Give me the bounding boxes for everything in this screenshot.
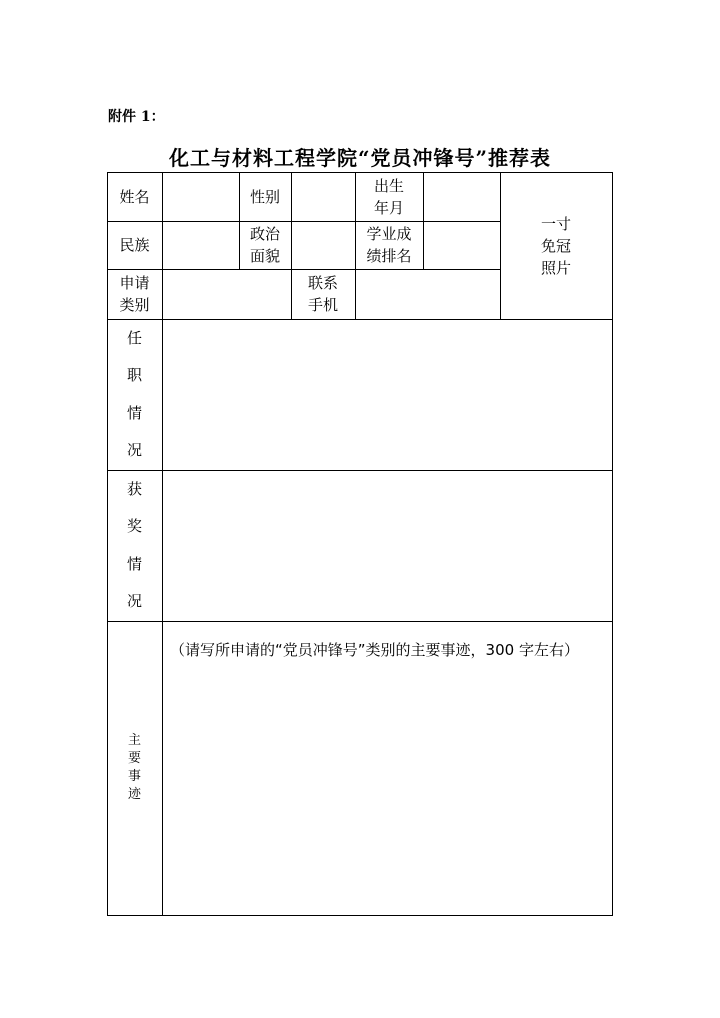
awards-input-cell[interactable] xyxy=(162,470,613,622)
awards-label-char: 情 xyxy=(126,554,142,573)
political-label: 政治 面貌 xyxy=(249,225,280,265)
awards-label-char: 获 xyxy=(126,479,142,498)
deeds-label-char: 迹 xyxy=(127,787,141,802)
photo-label: 一寸 免冠 照片 xyxy=(540,214,571,277)
name-label-cell xyxy=(107,172,163,222)
awards-label-cell xyxy=(107,470,163,622)
category-label: 申请 类别 xyxy=(119,274,150,314)
positions-label-char: 况 xyxy=(126,441,142,459)
birth-label: 出生 年月 xyxy=(373,176,404,217)
phone-input-cell[interactable] xyxy=(355,269,501,320)
category-label-cell xyxy=(107,269,163,320)
academic-rank-label-cell xyxy=(355,221,424,270)
birth-label-cell xyxy=(355,172,424,222)
academic-rank-input-cell[interactable] xyxy=(423,221,501,270)
deeds-label-char: 事 xyxy=(127,769,141,784)
positions-label-char: 任 xyxy=(126,328,142,347)
deeds-label-char: 要 xyxy=(127,751,141,766)
positions-label-char: 情 xyxy=(126,403,142,422)
positions-label-char: 职 xyxy=(126,366,142,384)
ethnicity-input-cell[interactable] xyxy=(162,221,240,270)
deeds-label-char: 主 xyxy=(127,733,141,748)
ethnicity-label-cell xyxy=(107,221,163,270)
gender-label-cell xyxy=(239,172,292,222)
political-label-cell xyxy=(239,221,292,270)
awards-label-char: 奖 xyxy=(126,517,142,535)
name-label: 姓名 xyxy=(119,187,150,206)
positions-input-cell[interactable] xyxy=(162,319,613,471)
phone-label: 联系 手机 xyxy=(307,274,338,314)
gender-label: 性别 xyxy=(249,187,280,206)
attachment-label: 附件 1： xyxy=(108,109,165,125)
deeds-label-cell xyxy=(107,621,163,916)
birth-input-cell[interactable] xyxy=(423,172,501,222)
gender-input-cell[interactable] xyxy=(291,172,356,222)
awards-label-char: 况 xyxy=(126,592,142,610)
phone-label-cell xyxy=(291,269,356,320)
category-input-cell[interactable] xyxy=(162,269,292,320)
ethnicity-label: 民族 xyxy=(119,236,150,254)
page-title: 化工与材料工程学院“党员冲锋号”推荐表 xyxy=(168,146,551,170)
positions-label-cell xyxy=(107,319,163,471)
deeds-note: （请写所申请的“党员冲锋号”类别的主要事迹，300 字左右） xyxy=(170,641,579,659)
name-input-cell[interactable] xyxy=(162,172,240,222)
academic-rank-label: 学业成 绩排名 xyxy=(366,225,412,265)
political-input-cell[interactable] xyxy=(291,221,356,270)
photo-cell[interactable] xyxy=(500,172,613,320)
